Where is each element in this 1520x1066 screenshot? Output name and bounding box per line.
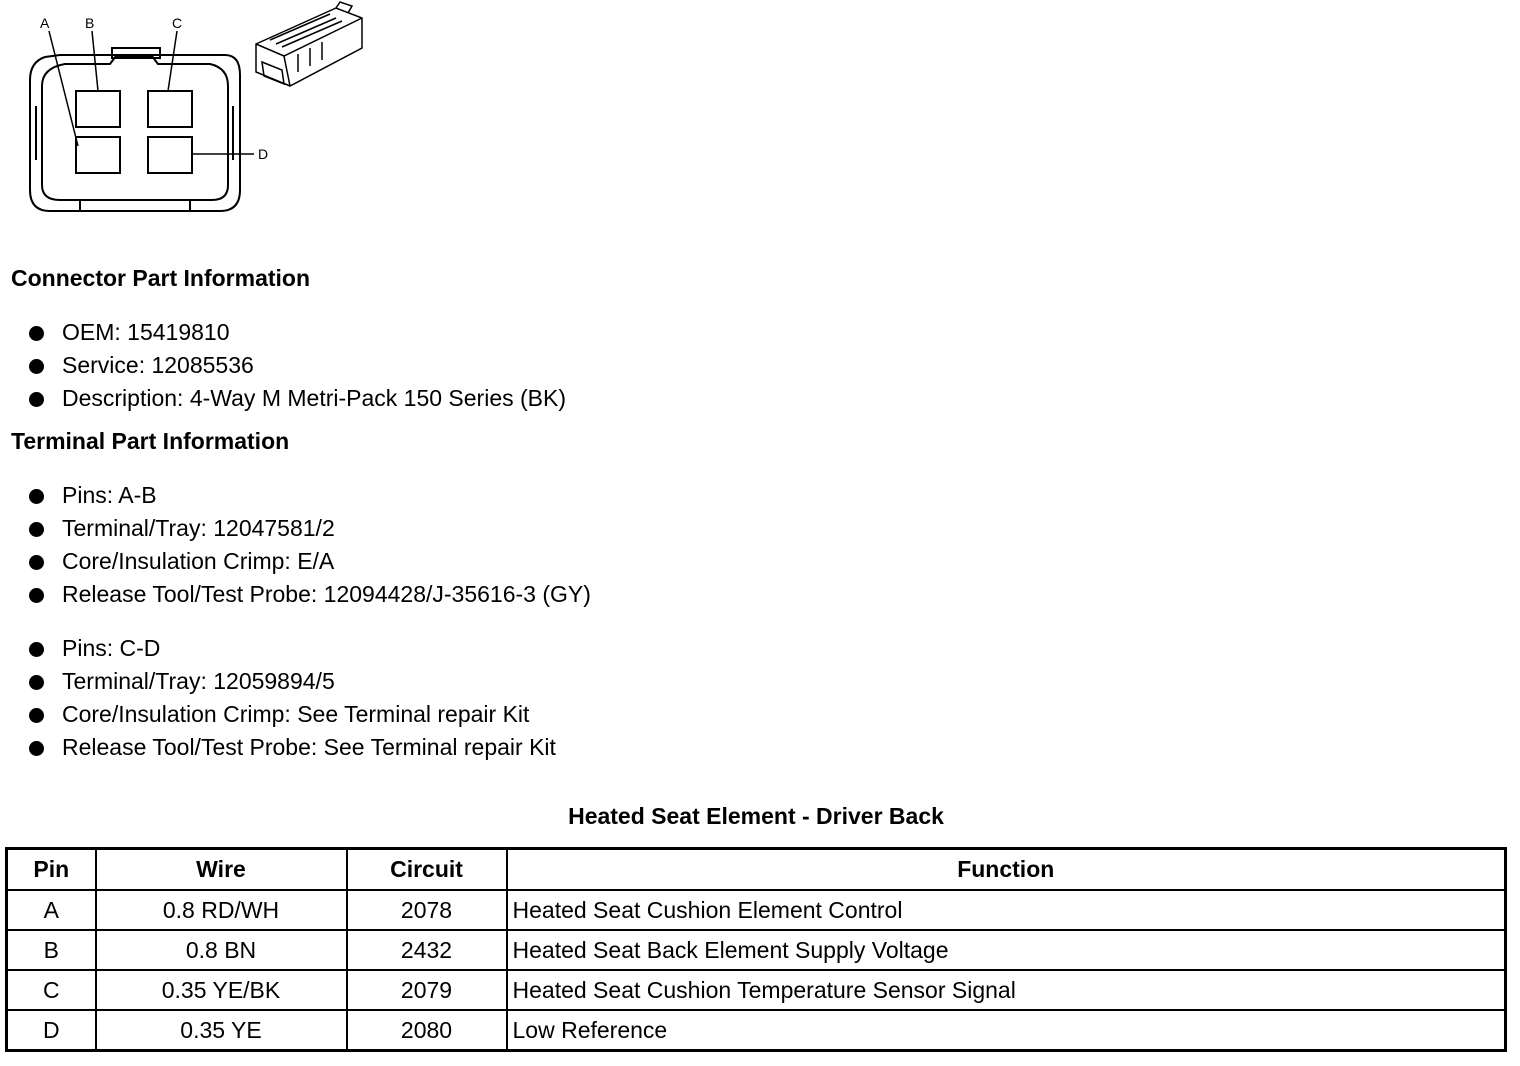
connector-part-info-list bbox=[29, 316, 566, 415]
bullet-icon bbox=[29, 392, 44, 407]
pin-label-a: A bbox=[40, 15, 50, 31]
table-caption: Heated Seat Element - Driver Back bbox=[568, 803, 944, 829]
terminal-part-info-heading: Terminal Part Information bbox=[11, 428, 290, 454]
header-function: Function bbox=[507, 849, 1506, 891]
connector-diagram bbox=[0, 0, 380, 225]
bullet-icon bbox=[29, 708, 44, 723]
cell-circuit: 2432 bbox=[347, 930, 507, 970]
cell-pin: B bbox=[7, 930, 96, 970]
list-item: Description: 4-Way M Metri-Pack 150 Series (BK) bbox=[29, 382, 566, 415]
cell-circuit: 2079 bbox=[347, 970, 507, 1010]
pin-label-c: C bbox=[172, 15, 183, 31]
table-row bbox=[7, 930, 1506, 970]
cell-pin: C bbox=[7, 970, 96, 1010]
cell-function: Heated Seat Back Element Supply Voltage bbox=[507, 930, 1506, 970]
cell-pin: A bbox=[7, 890, 96, 930]
bullet-icon bbox=[29, 588, 44, 603]
bullet-icon bbox=[29, 326, 44, 341]
cell-wire: 0.35 YE/BK bbox=[96, 970, 347, 1010]
list-item: Release Tool/Test Probe: 12094428/J-35616-3 (GY) bbox=[29, 578, 591, 611]
cell-function: Low Reference bbox=[507, 1010, 1506, 1051]
list-item: Terminal/Tray: 12059894/5 bbox=[29, 665, 556, 698]
table-row bbox=[7, 970, 1506, 1010]
cell-wire: 0.8 BN bbox=[96, 930, 347, 970]
list-item: Pins: A-B bbox=[29, 479, 591, 512]
cell-wire: 0.8 RD/WH bbox=[96, 890, 347, 930]
header-pin: Pin bbox=[7, 849, 96, 891]
list-item: OEM: 15419810 bbox=[29, 316, 566, 349]
bullet-icon bbox=[29, 642, 44, 657]
list-item: Core/Insulation Crimp: E/A bbox=[29, 545, 591, 578]
pin-label-b: B bbox=[85, 15, 95, 31]
cell-function: Heated Seat Cushion Temperature Sensor Signal bbox=[507, 970, 1506, 1010]
list-item: Terminal/Tray: 12047581/2 bbox=[29, 512, 591, 545]
terminal-group-a-b bbox=[29, 479, 591, 611]
bullet-icon bbox=[29, 555, 44, 570]
list-item: Release Tool/Test Probe: See Terminal repair Kit bbox=[29, 731, 556, 764]
connector-3d-icon bbox=[256, 2, 362, 86]
cell-circuit: 2078 bbox=[347, 890, 507, 930]
bullet-icon bbox=[29, 522, 44, 537]
terminal-group-c-d bbox=[29, 632, 556, 764]
connector-part-info-heading: Connector Part Information bbox=[11, 265, 311, 291]
table-row bbox=[7, 890, 1506, 930]
bullet-icon bbox=[29, 489, 44, 504]
header-wire: Wire bbox=[96, 849, 347, 891]
list-item: Service: 12085536 bbox=[29, 349, 566, 382]
bullet-icon bbox=[29, 675, 44, 690]
cell-pin: D bbox=[7, 1010, 96, 1051]
bullet-icon bbox=[29, 359, 44, 374]
header-circuit: Circuit bbox=[347, 849, 507, 891]
pinout-table bbox=[5, 847, 1507, 1052]
bullet-icon bbox=[29, 741, 44, 756]
cell-function: Heated Seat Cushion Element Control bbox=[507, 890, 1506, 930]
list-item: Core/Insulation Crimp: See Terminal repair Kit bbox=[29, 698, 556, 731]
pin-label-d: D bbox=[258, 146, 269, 162]
list-item: Pins: C-D bbox=[29, 632, 556, 665]
table-row bbox=[7, 1010, 1506, 1051]
cell-wire: 0.35 YE bbox=[96, 1010, 347, 1051]
cell-circuit: 2080 bbox=[347, 1010, 507, 1051]
table-header-row bbox=[7, 849, 1506, 891]
